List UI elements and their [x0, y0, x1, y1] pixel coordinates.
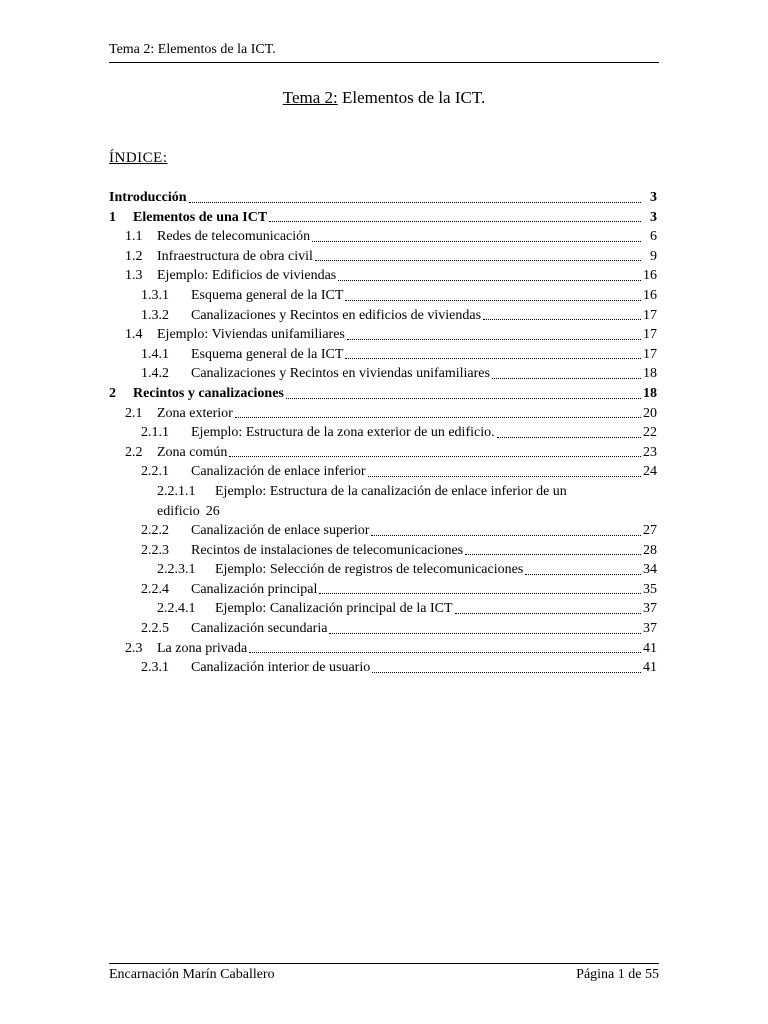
toc-entry[interactable] [109, 639, 657, 659]
toc-entry[interactable] [109, 658, 657, 678]
toc-leader-dots [492, 378, 641, 379]
toc-entry[interactable] [109, 560, 657, 580]
toc-entry-number: 1.4 [125, 327, 143, 343]
toc-leader-dots [315, 260, 641, 261]
toc-entry-page: 27 [643, 523, 657, 539]
toc-entry-number: 2.2.1 [141, 464, 169, 480]
table-of-contents [109, 188, 657, 678]
toc-entry-page: 3 [650, 209, 657, 225]
toc-entry-title: Ejemplo: Estructura de la zona exterior de un edificio. [191, 425, 495, 441]
toc-entry-title: Redes de telecomunicación [157, 229, 311, 245]
toc-entry-number: 2.1 [125, 405, 143, 421]
toc-entry-page: 18 [643, 366, 657, 382]
toc-leader-dots [371, 535, 641, 536]
title-prefix: Tema 2: [282, 88, 338, 107]
toc-entry[interactable] [109, 364, 657, 384]
toc-entry[interactable] [109, 580, 657, 600]
toc-entry-page: 17 [643, 307, 657, 323]
toc-entry-title: Canalización de enlace superior [191, 523, 370, 539]
toc-entry[interactable] [109, 599, 657, 619]
toc-entry[interactable] [109, 286, 657, 306]
toc-entry[interactable] [109, 247, 657, 267]
toc-entry-page: 17 [643, 346, 657, 362]
toc-entry-title: Ejemplo: Selección de registros de telecomunicaciones [215, 562, 524, 578]
toc-entry-page: 37 [643, 601, 657, 617]
toc-entry-title: Ejemplo: Canalización principal de la ICT [215, 601, 453, 617]
toc-leader-dots [525, 574, 641, 575]
toc-entry-page: 37 [643, 621, 657, 637]
toc-leader-dots [235, 417, 641, 418]
toc-entry-title: Ejemplo: Edificios de viviendas [157, 268, 337, 284]
toc-entry-first-line [157, 482, 657, 502]
toc-entry-number: 2.1.1 [141, 425, 169, 441]
toc-entry[interactable] [109, 384, 657, 404]
toc-entry-number: 2.2.5 [141, 621, 169, 637]
toc-entry[interactable] [109, 306, 657, 326]
toc-entry-page: 24 [643, 464, 657, 480]
toc-leader-dots [345, 300, 641, 301]
page-title [0, 87, 768, 109]
toc-entry-number: 1.3 [125, 268, 143, 284]
toc-entry[interactable] [109, 227, 657, 247]
toc-entry-page: 34 [643, 562, 657, 578]
toc-entry-page: 35 [643, 581, 657, 597]
toc-leader-dots [465, 554, 641, 555]
toc-entry[interactable] [109, 541, 657, 561]
toc-entry-title: Infraestructura de obra civil [157, 248, 313, 264]
toc-entry-title: Canalizaciones y Recintos en edificios de viviendas [191, 307, 482, 323]
footer-author: Encarnación Marín Caballero [109, 967, 275, 982]
footer-page-number: Página 1 de 55 [576, 967, 659, 982]
toc-entry-title: Recintos y canalizaciones [133, 385, 284, 401]
toc-entry-page: 9 [650, 248, 657, 264]
toc-entry-page: 18 [643, 385, 657, 401]
toc-leader-dots [338, 280, 641, 281]
toc-leader-dots [249, 652, 641, 653]
toc-entry-page: 20 [643, 405, 657, 421]
toc-entry-number: 2.2.4.1 [157, 601, 196, 617]
toc-entry-page: 28 [643, 542, 657, 558]
toc-entry[interactable] [109, 188, 657, 208]
toc-entry-number: 2.3 [125, 640, 143, 656]
toc-leader-dots [269, 221, 641, 222]
toc-leader-dots [329, 633, 641, 634]
toc-entry-title: Canalización interior de usuario [191, 660, 371, 676]
header-text: Tema 2: Elementos de la ICT. [109, 42, 276, 57]
toc-leader-dots [483, 319, 641, 320]
toc-entry-number: 2.2.3 [141, 542, 169, 558]
toc-entry-number: 2.2.1.1 [157, 483, 196, 499]
toc-entry-number: 1.3.1 [141, 287, 169, 303]
toc-entry-number: 1.1 [125, 229, 143, 245]
toc-leader-dots [229, 456, 641, 457]
toc-entry-title-continued: edificio [157, 503, 200, 519]
toc-entry-title: Recintos de instalaciones de telecomunicaciones [191, 542, 464, 558]
toc-entry-number: 2.2 [125, 444, 143, 460]
toc-entry-number: 1 [109, 209, 116, 225]
title-rest: Elementos de la ICT. [337, 88, 486, 107]
toc-leader-dots [497, 437, 641, 438]
toc-entry-page: 16 [643, 268, 657, 284]
page-footer [109, 963, 659, 984]
toc-entry-page: 41 [643, 640, 657, 656]
toc-entry-title: Esquema general de la ICT [191, 346, 344, 362]
toc-entry-title: Introducción [109, 190, 187, 205]
toc-leader-dots [347, 339, 641, 340]
toc-entry[interactable] [109, 423, 657, 443]
toc-entry-number: 2 [109, 385, 116, 401]
toc-entry-title: Canalizaciones y Recintos en viviendas unifamiliares [191, 366, 490, 382]
toc-leader-dots [368, 476, 641, 477]
index-heading: ÍNDICE: [109, 150, 168, 166]
toc-entry-number: 2.2.4 [141, 581, 169, 597]
toc-entry-page: 22 [643, 425, 657, 441]
toc-entry-title: La zona privada [157, 640, 248, 656]
toc-entry[interactable] [109, 345, 657, 365]
toc-entry-title: Canalización secundaria [191, 621, 328, 637]
toc-leader-dots [286, 398, 641, 399]
toc-entry-number: 1.4.2 [141, 366, 169, 382]
toc-entry-number: 1.4.1 [141, 346, 169, 362]
toc-entry-continuation [109, 502, 657, 522]
toc-entry-number: 1.2 [125, 248, 143, 264]
toc-entry[interactable] [109, 443, 657, 463]
toc-leader-dots [455, 613, 641, 614]
toc-entry-page: 6 [650, 229, 657, 245]
toc-entry-title: Elementos de una ICT [133, 209, 268, 225]
toc-entry[interactable] [109, 208, 657, 228]
toc-entry-title: Canalización de enlace inferior [191, 464, 366, 480]
toc-entry-title: Ejemplo: Viviendas unifamiliares [157, 327, 345, 343]
toc-entry[interactable] [109, 521, 657, 541]
toc-leader-dots [372, 672, 641, 673]
toc-entry-page: 16 [643, 287, 657, 303]
toc-entry-page: 41 [643, 660, 657, 676]
toc-entry[interactable] [109, 266, 657, 286]
toc-leader-dots [312, 241, 641, 242]
toc-entry-title: Zona exterior [157, 405, 233, 421]
toc-entry-page: 17 [643, 327, 657, 343]
toc-entry[interactable] [109, 404, 657, 424]
toc-entry[interactable] [109, 482, 657, 521]
toc-entry-page: 26 [205, 503, 220, 519]
toc-entry-page: 3 [650, 190, 657, 205]
toc-entry-title: Zona común [157, 444, 228, 460]
toc-entry-title: Esquema general de la ICT [191, 287, 344, 303]
toc-entry[interactable] [109, 462, 657, 482]
toc-leader-dots [189, 202, 641, 203]
toc-entry-title: Ejemplo: Estructura de la canalización de enlace inferior de un [215, 483, 567, 499]
toc-entry[interactable] [109, 619, 657, 639]
toc-entry-number: 2.2.3.1 [157, 562, 196, 578]
toc-leader-dots [345, 358, 641, 359]
toc-entry-page: 23 [643, 444, 657, 460]
toc-entry[interactable] [109, 325, 657, 345]
toc-entry-number: 2.3.1 [141, 660, 169, 676]
toc-leader-dots [319, 593, 641, 594]
toc-entry-number: 2.2.2 [141, 523, 169, 539]
toc-entry-number: 1.3.2 [141, 307, 169, 323]
page-header [109, 41, 659, 63]
toc-entry-title: Canalización principal [191, 581, 318, 597]
